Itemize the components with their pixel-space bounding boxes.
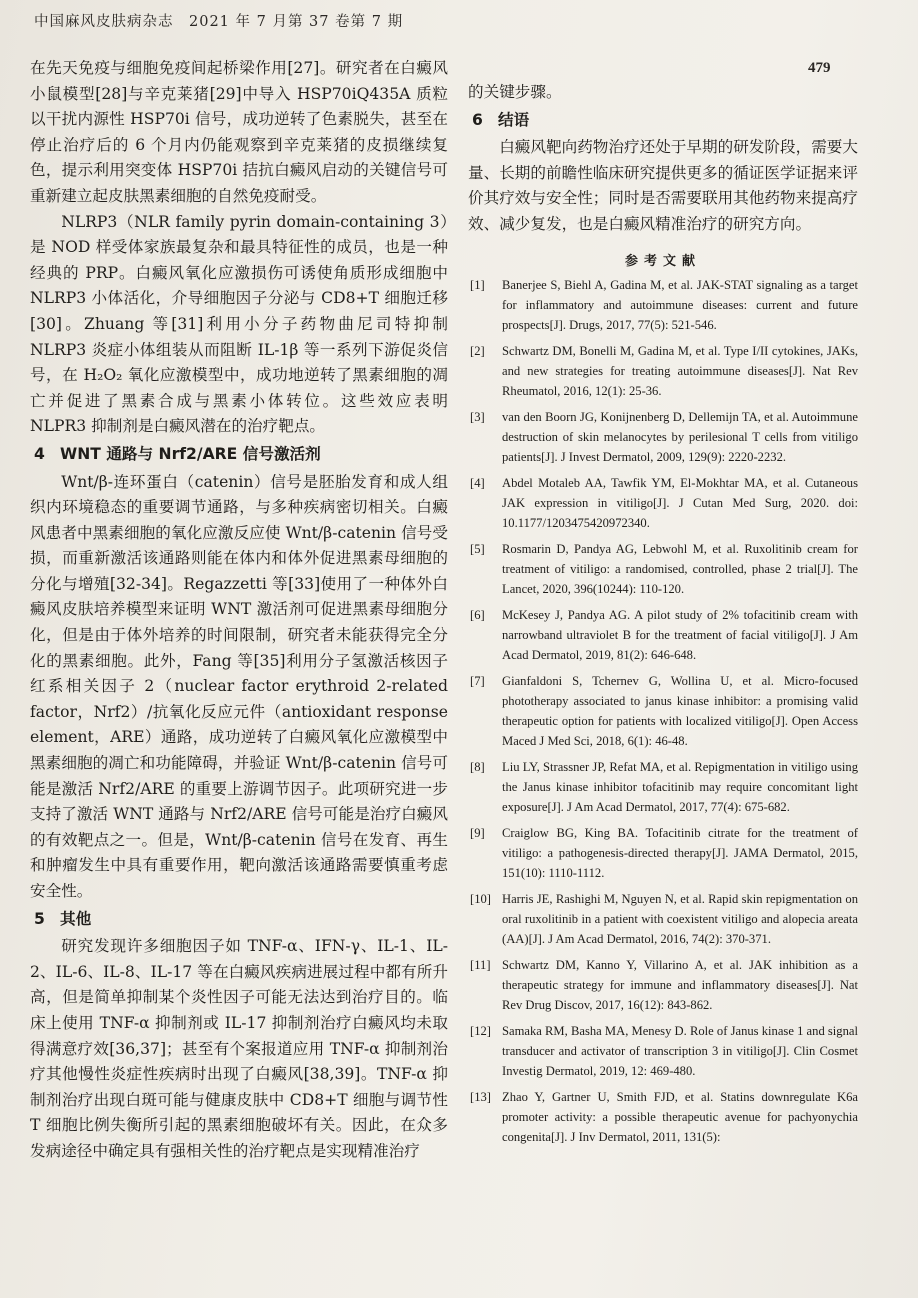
section-title: 其他 — [60, 909, 92, 928]
reference-number: [3] — [470, 409, 485, 424]
reference-text: Schwartz DM, Kanno Y, Villarino A, et al. JAK inhibition as a therapeutic strategy for immune and inflammatory diseases[J]. Nat Rev Drug Discov, 2017, 16(12): 843-862. — [502, 957, 858, 1012]
reference-number: [8] — [470, 759, 485, 774]
reference-number: [4] — [470, 475, 485, 490]
reference-number: [10] — [470, 891, 491, 906]
reference-item — [468, 473, 858, 533]
reference-item — [468, 823, 858, 883]
reference-list — [468, 275, 858, 1147]
reference-number: [11] — [470, 957, 491, 972]
reference-text: Harris JE, Rashighi M, Nguyen N, et al. Rapid skin repigmentation on oral ruxolitinib in a patient with coexistent vitiligo and alopecia areata (AA)[J]. J Am Acad Dermatol, 2016, 74(2): 370-371. — [502, 891, 858, 946]
reference-item — [468, 605, 858, 665]
reference-text: Craiglow BG, King BA. Tofacitinib citrate for the treatment of vitiligo: a pathogenesis-directed therapy[J]. JAMA Dermatol, 2015, 151(10): 1110-1112. — [502, 825, 858, 880]
reference-item — [468, 757, 858, 817]
reference-item — [468, 1021, 858, 1081]
right-column — [468, 80, 858, 1280]
section-title: 结语 — [498, 110, 530, 129]
reference-item — [468, 275, 858, 335]
references-heading: 参考文献 — [624, 253, 701, 269]
section-heading-4 — [30, 442, 448, 468]
reference-item — [468, 1087, 858, 1147]
paragraph-wnt: Wnt/β-连环蛋白（catenin）信号是胚胎发育和成人组织内环境稳态的重要调节通路，与多种疾病密切相关。白癜风患者中黑素细胞的氧化应激反应使 Wnt/β-catenin 信号受损，而重新激活该通路则能在体内和体外促进黑素母细胞的分化与增殖[32-34]。Regazzetti 等[33]使用了一种体外白癜风皮肤培养模型来证明 WNT 激活剂可促进黑素母细胞分化，但是由于体外培养的时间限制，研究者未能获得完全分化的黑素细胞。此外，Fang 等[35]利用分子氢激活核因子红系相关因子 2（nuclear factor erythroid 2-related factor，Nrf2）/抗氧化反应元件（antioxidant response element，ARE）通路，成功逆转了白癜风氧化应激模型中黑素细胞的凋亡和功能障碍，并验证 Wnt/β-catenin 信号可能是激活 Nrf2/ARE 的重要上游调节因子。此项研究进一步支持了激活 WNT 通路与 Nrf2/ARE 信号可能是治疗白癜风的有效靶点之一。但是，Wnt/β-catenin 信号在发育、再生和肿瘤发生中具有重要作用，靶向激活该通路需要慎重考虑安全性。 — [30, 472, 448, 900]
reference-text: Samaka RM, Basha MA, Menesy D. Role of Janus kinase 1 and signal transducer and activator of transcription 3 in vitiligo[J]. Clin Cosmet Investig Dermatol, 2019, 12: 469-480. — [502, 1023, 858, 1078]
reference-text: McKesey J, Pandya AG. A pilot study of 2% tofacitinib cream with narrowband ultraviolet B for the treatment of facial vitiligo[J]. J Am Acad Dermatol, 2019, 81(2): 646-648. — [502, 607, 858, 662]
reference-text: Rosmarin D, Pandya AG, Lebwohl M, et al. Ruxolitinib cream for treatment of vitiligo: a randomised, controlled, phase 2 trial[J]. The Lancet, 2020, 396(10244): 110-120. — [502, 541, 858, 596]
reference-text: Liu LY, Strassner JP, Refat MA, et al. Repigmentation in vitiligo using the Janus kinase inhibitor tofacitinib may require concomitant light exposure[J]. J Am Acad Dermatol, 2017, 77(4): 675-682. — [502, 759, 858, 814]
section-number: 4 — [34, 444, 45, 463]
paragraph-conclusion: 白癜风靶向药物治疗还处于早期的研发阶段，需要大量、长期的前瞻性临床研究提供更多的循证医学证据来评价其疗效与安全性；同时是否需要联用其他药物来提高疗效、减少复发，也是白癜风精准治疗的研究方向。 — [468, 138, 858, 233]
reference-number: [9] — [470, 825, 485, 840]
reference-number: [12] — [470, 1023, 491, 1038]
reference-text: Banerjee S, Biehl A, Gadina M, et al. JAK-STAT signaling as a target for inflammatory and autoimmune diseases: current and future prospects[J]. Drugs, 2017, 77(5): 521-546. — [502, 277, 858, 332]
section-heading-6 — [468, 108, 858, 134]
reference-text: Zhao Y, Gartner U, Smith FJD, et al. Statins downregulate K6a promoter activity: a possible therapeutic avenue for pachyonychia congenita[J]. J Inv Dermatol, 2011, 131(5): — [502, 1089, 858, 1144]
section-heading-5 — [30, 907, 448, 933]
reference-text: Abdel Motaleb AA, Tawfik YM, El-Mokhtar MA, et al. Cutaneous JAK expression in vitiligo[J]. J Cutan Med Surg, 2020. doi: 10.1177/1203475420972340. — [502, 475, 858, 530]
reference-number: [7] — [470, 673, 485, 688]
page-number: 479 — [808, 60, 831, 76]
reference-item — [468, 341, 858, 401]
left-column — [30, 56, 448, 1286]
reference-item — [468, 407, 858, 467]
paragraph-hsp70i: 在先天免疫与细胞免疫间起桥梁作用[27]。研究者在白癜风小鼠模型[28]与辛克莱猪[29]中导入 HSP70iQ435A 质粒以干扰内源性 HSP70i 信号，成功逆转了色素脱失，甚至在停止治疗后的 6 个月内仍能观察到辛克莱猪的皮损继续复色，提示利用突变体 HSP70i 拮抗白癜风启动的关键信号可重新建立起皮肤黑素细胞的自然免疫耐受。 — [30, 59, 448, 205]
reference-item — [468, 671, 858, 751]
running-header: 中国麻风皮肤病杂志 2021 年 7 月第 37 卷第 7 期 — [34, 14, 404, 30]
section-number: 5 — [34, 909, 45, 928]
reference-item — [468, 539, 858, 599]
reference-number: [2] — [470, 343, 485, 358]
reference-number: [13] — [470, 1089, 491, 1104]
section-number: 6 — [472, 110, 483, 129]
reference-item — [468, 889, 858, 949]
reference-text: Gianfaldoni S, Tchernev G, Wollina U, et al. Micro-focused phototherapy associated to janus kinase inhibitor: a promising valid therapeutic option for patients with localized vitiligo[J]. Open Access Maced J Med Sci, 2018, 6(1): 46-48. — [502, 673, 858, 748]
reference-text: van den Boorn JG, Konijnenberg D, Dellemijn TA, et al. Autoimmune destruction of skin melanocytes by perilesional T cells from vitiligo patients[J]. J Invest Dermatol, 2009, 129(9): 2220-2232. — [502, 409, 858, 464]
section-title: WNT 通路与 Nrf2/ARE 信号激活剂 — [60, 444, 321, 463]
paragraph-continuation: 的关键步骤。 — [468, 83, 562, 101]
reference-number: [6] — [470, 607, 485, 622]
reference-number: [5] — [470, 541, 485, 556]
paragraph-others: 研究发现许多细胞因子如 TNF-α、IFN-γ、IL-1、IL-2、IL-6、IL-8、IL-17 等在白癜风疾病进展过程中都有所升高，但是简单抑制某个炎性因子可能无法达到治疗目的。临床上使用 TNF-α 抑制剂或 IL-17 抑制剂治疗白癜风均未取得满意疗效[36,37]；甚至有个案报道应用 TNF-α 抑制剂治疗其他慢性炎症性疾病时出现了白癜风[38,39]。TNF-α 抑制剂治疗出现白斑可能与健康皮肤中 CD8+T 细胞与调节性 T 细胞比例失衡所引起的黑素细胞破坏有关。因此，在众多发病途径中确定具有强相关性的治疗靶点是实现精准治疗 — [30, 937, 448, 1160]
reference-text: Schwartz DM, Bonelli M, Gadina M, et al. Type I/II cytokines, JAKs, and new strategies for treating autoimmune diseases[J]. Nat Rev Rheumatol, 2016, 12(1): 25-36. — [502, 343, 858, 398]
reference-item — [468, 955, 858, 1015]
paragraph-nlrp3: NLRP3（NLR family pyrin domain-containing 3）是 NOD 样受体家族最复杂和最具特征性的成员，也是一种经典的 PRP。白癜风氧化应激损伤可诱使角质形成细胞中 NLRP3 小体活化，介导细胞因子分泌与 CD8+T 细胞迁移[30]。Zhuang 等[31]利用小分子药物曲尼司特抑制 NLRP3 炎症小体组装从而阻断 IL-1β 等一系列下游促炎信号，在 H₂O₂ 氧化应激模型中，成功地逆转了黑素细胞的凋亡并促进了黑素合成与黑素小体转位。这些效应表明 NLPR3 抑制剂是白癜风潜在的治疗靶点。 — [30, 212, 448, 436]
reference-number: [1] — [470, 277, 485, 292]
